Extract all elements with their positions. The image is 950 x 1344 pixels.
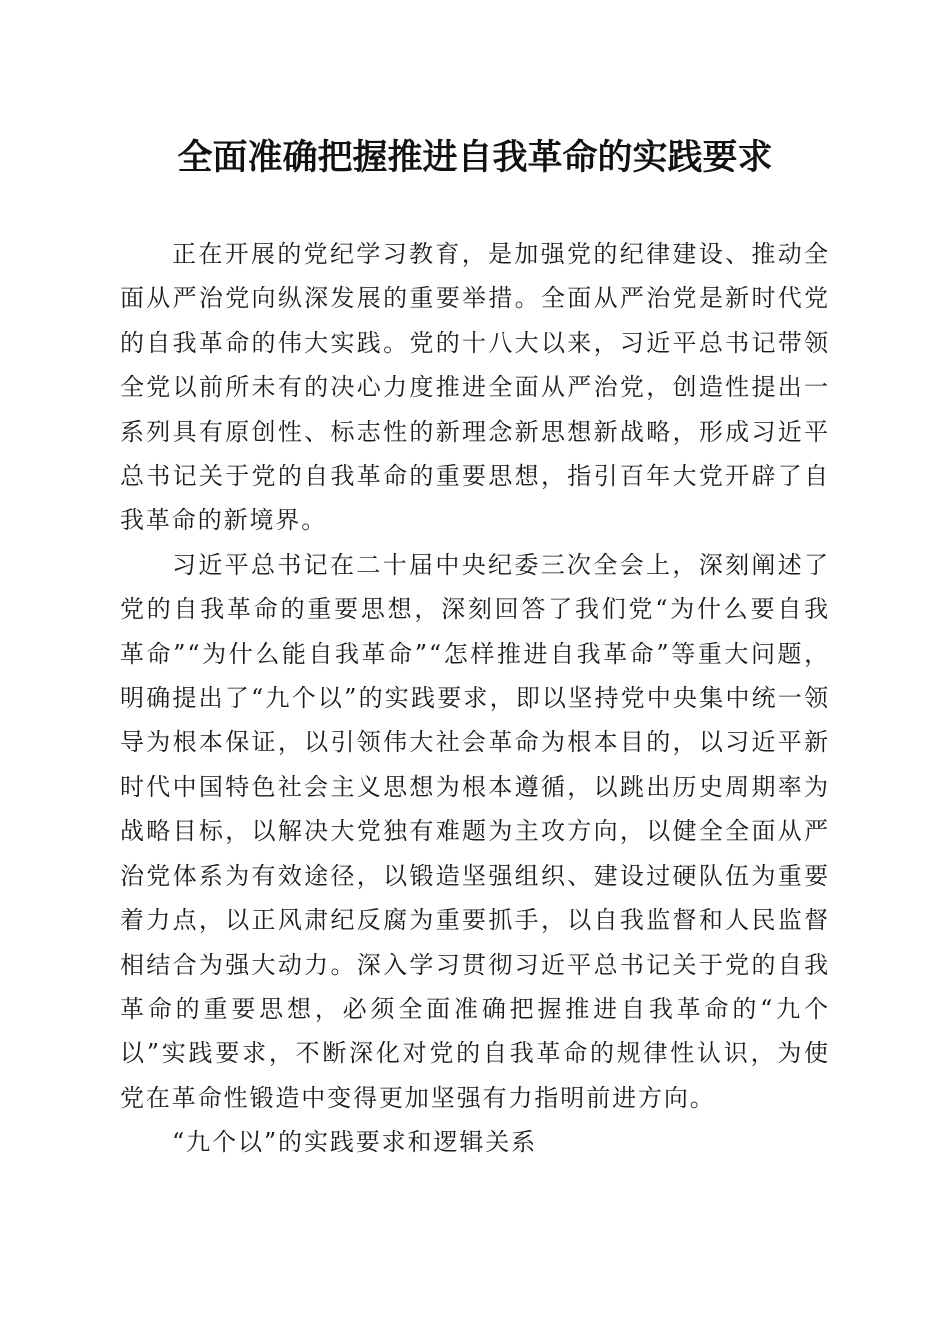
document-title: 全面准确把握推进自我革命的实践要求	[177, 137, 773, 178]
paragraph-1: 正在开展的党纪学习教育，是加强党的纪律建设、推动全面从严治党向纵深发展的重要举措。全面从严治党是新时代党的自我革命的伟大实践。党的十八大以来，习近平总书记带领全党以前所未有的决心力度推进全面从严治党，创造性提出一系列具有原创性、标志性的新理念新思想新战略，形成习近平总书记关于党的自我革命的重要思想，指引百年大党开辟了自我革命的新境界。	[120, 240, 830, 535]
section-subheading: “九个以”的实践要求和逻辑关系	[172, 1128, 538, 1157]
document-body	[120, 232, 830, 1165]
paragraph-2: 习近平总书记在二十届中央纪委三次全会上，深刻阐述了党的自我革命的重要思想，深刻回答了我们党“为什么要自我革命”“为什么能自我革命”“怎样推进自我革命”等重大问题，明确提出了“九个以”的实践要求，即以坚持党中央集中统一领导为根本保证，以引领伟大社会革命为根本目的，以习近平新时代中国特色社会主义思想为根本遵循，以跳出历史周期率为战略目标，以解决大党独有难题为主攻方向，以健全全面从严治党体系为有效途径，以锻造坚强组织、建设过硬队伍为重要着力点，以正风肃纪反腐为重要抓手，以自我监督和人民监督相结合为强大动力。深入学习贯彻习近平总书记关于党的自我革命的重要思想，必须全面准确把握推进自我革命的“九个以”实践要求，不断深化对党的自我革命的规律性认识，为使党在革命性锻造中变得更加坚强有力指明前进方向。	[120, 550, 830, 1112]
